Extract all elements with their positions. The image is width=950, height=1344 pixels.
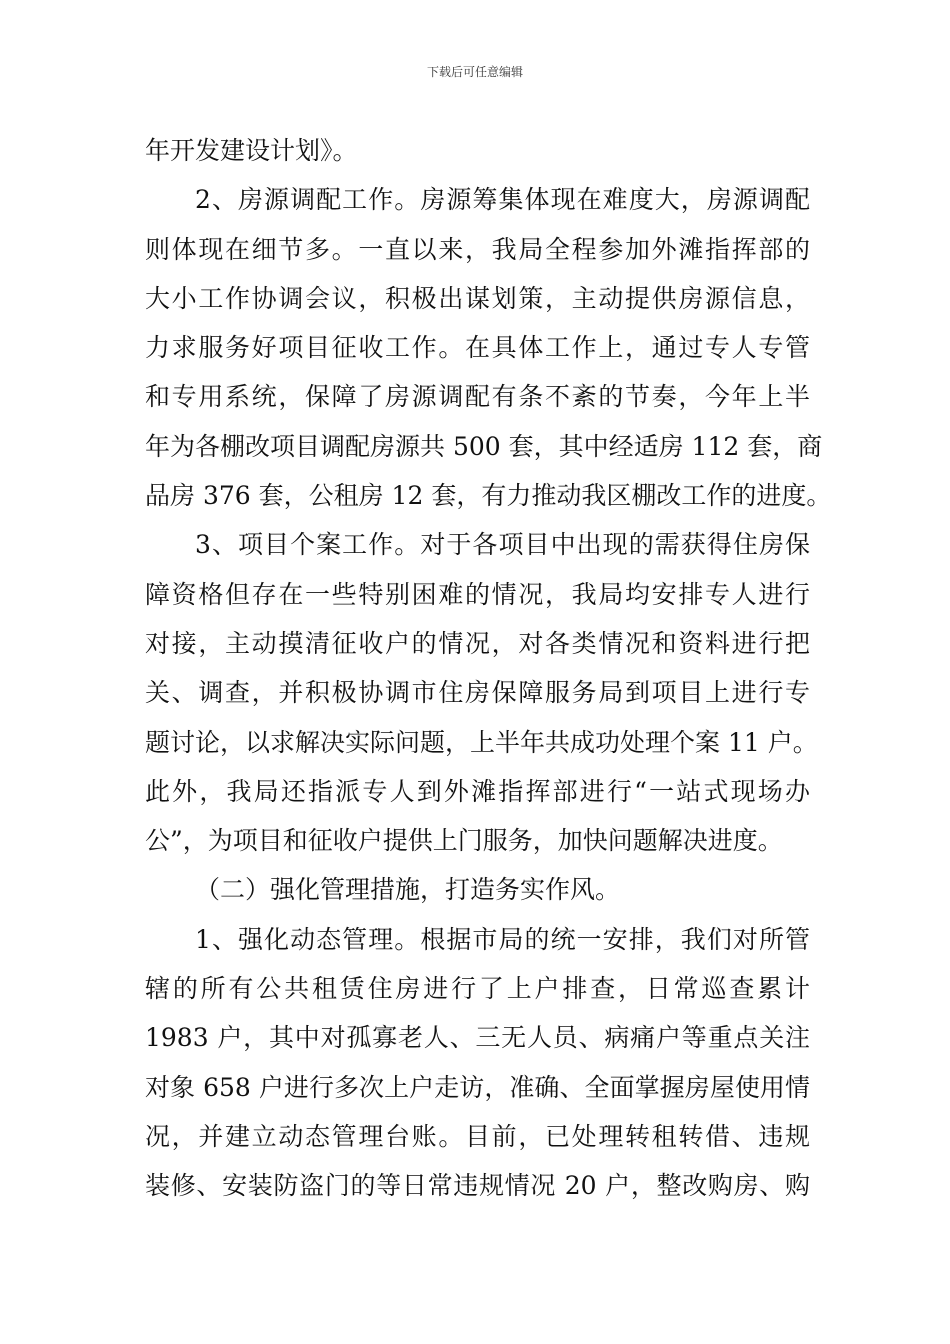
paragraph-line: 力求服务好项目征收工作。在具体工作上，通过专人专管 <box>145 333 810 363</box>
paragraph-line: 况，并建立动态管理台账。目前，已处理转租转借、违规 <box>145 1121 810 1151</box>
paragraph-line: 装修、安装防盗门的等日常违规情况 20 户，整改购房、购 <box>145 1171 810 1201</box>
paragraph-line: 对象 658 户进行多次上户走访，准确、全面掌握房屋使用情 <box>145 1072 810 1102</box>
paragraph-line: 年开发建设计划》。 <box>145 136 358 165</box>
paragraph-line: 年为各棚改项目调配房源共 500 套，其中经适房 112 套，商 <box>145 431 823 461</box>
paragraph-line: 对接，主动摸清征收户的情况，对各类情况和资料进行把 <box>145 628 810 658</box>
paragraph-line: 则体现在细节多。一直以来，我局全程参加外滩指挥部的 <box>145 234 810 264</box>
paragraph-line: 题讨论，以求解决实际问题，上半年共成功处理个案 11 户。 <box>145 727 818 757</box>
page-header: 下载后可任意编辑 <box>426 65 523 79</box>
paragraph-line: 障资格但存在一些特别困难的情况，我局均安排专人进行 <box>145 579 810 609</box>
paragraph-line: 3、项目个案工作。对于各项目中出现的需获得住房保 <box>195 530 810 560</box>
paragraph-line: 品房 376 套，公租房 12 套，有力推动我区棚改工作的进度。 <box>145 481 832 511</box>
paragraph-line: 此外，我局还指派专人到外滩指挥部进行“一站式现场办 <box>145 776 810 806</box>
paragraph-line: 2、房源调配工作。房源筹集体现在难度大，房源调配 <box>195 185 810 215</box>
paragraph-line: 辖的所有公共租赁住房进行了上户排查，日常巡查累计 <box>145 974 810 1004</box>
paragraph-line: 和专用系统，保障了房源调配有条不紊的节奏，今年上半 <box>145 382 810 412</box>
paragraph-line: 1、强化动态管理。根据市局的统一安排，我们对所管 <box>195 924 810 954</box>
document-body <box>145 126 832 1211</box>
paragraph-line: 公”，为项目和征收户提供上门服务，加快问题解决进度。 <box>145 826 783 856</box>
paragraph-line: 大小工作协调会议，积极出谋划策，主动提供房源信息， <box>145 283 810 313</box>
paragraph-line: 1983 户，其中对孤寡老人、三无人员、病痛户等重点关注 <box>145 1023 810 1053</box>
section-heading: （二）强化管理措施，打造务实作风。 <box>195 875 621 905</box>
paragraph-line: 关、调查，并积极协调市住房保障服务局到项目上进行专 <box>145 678 810 708</box>
